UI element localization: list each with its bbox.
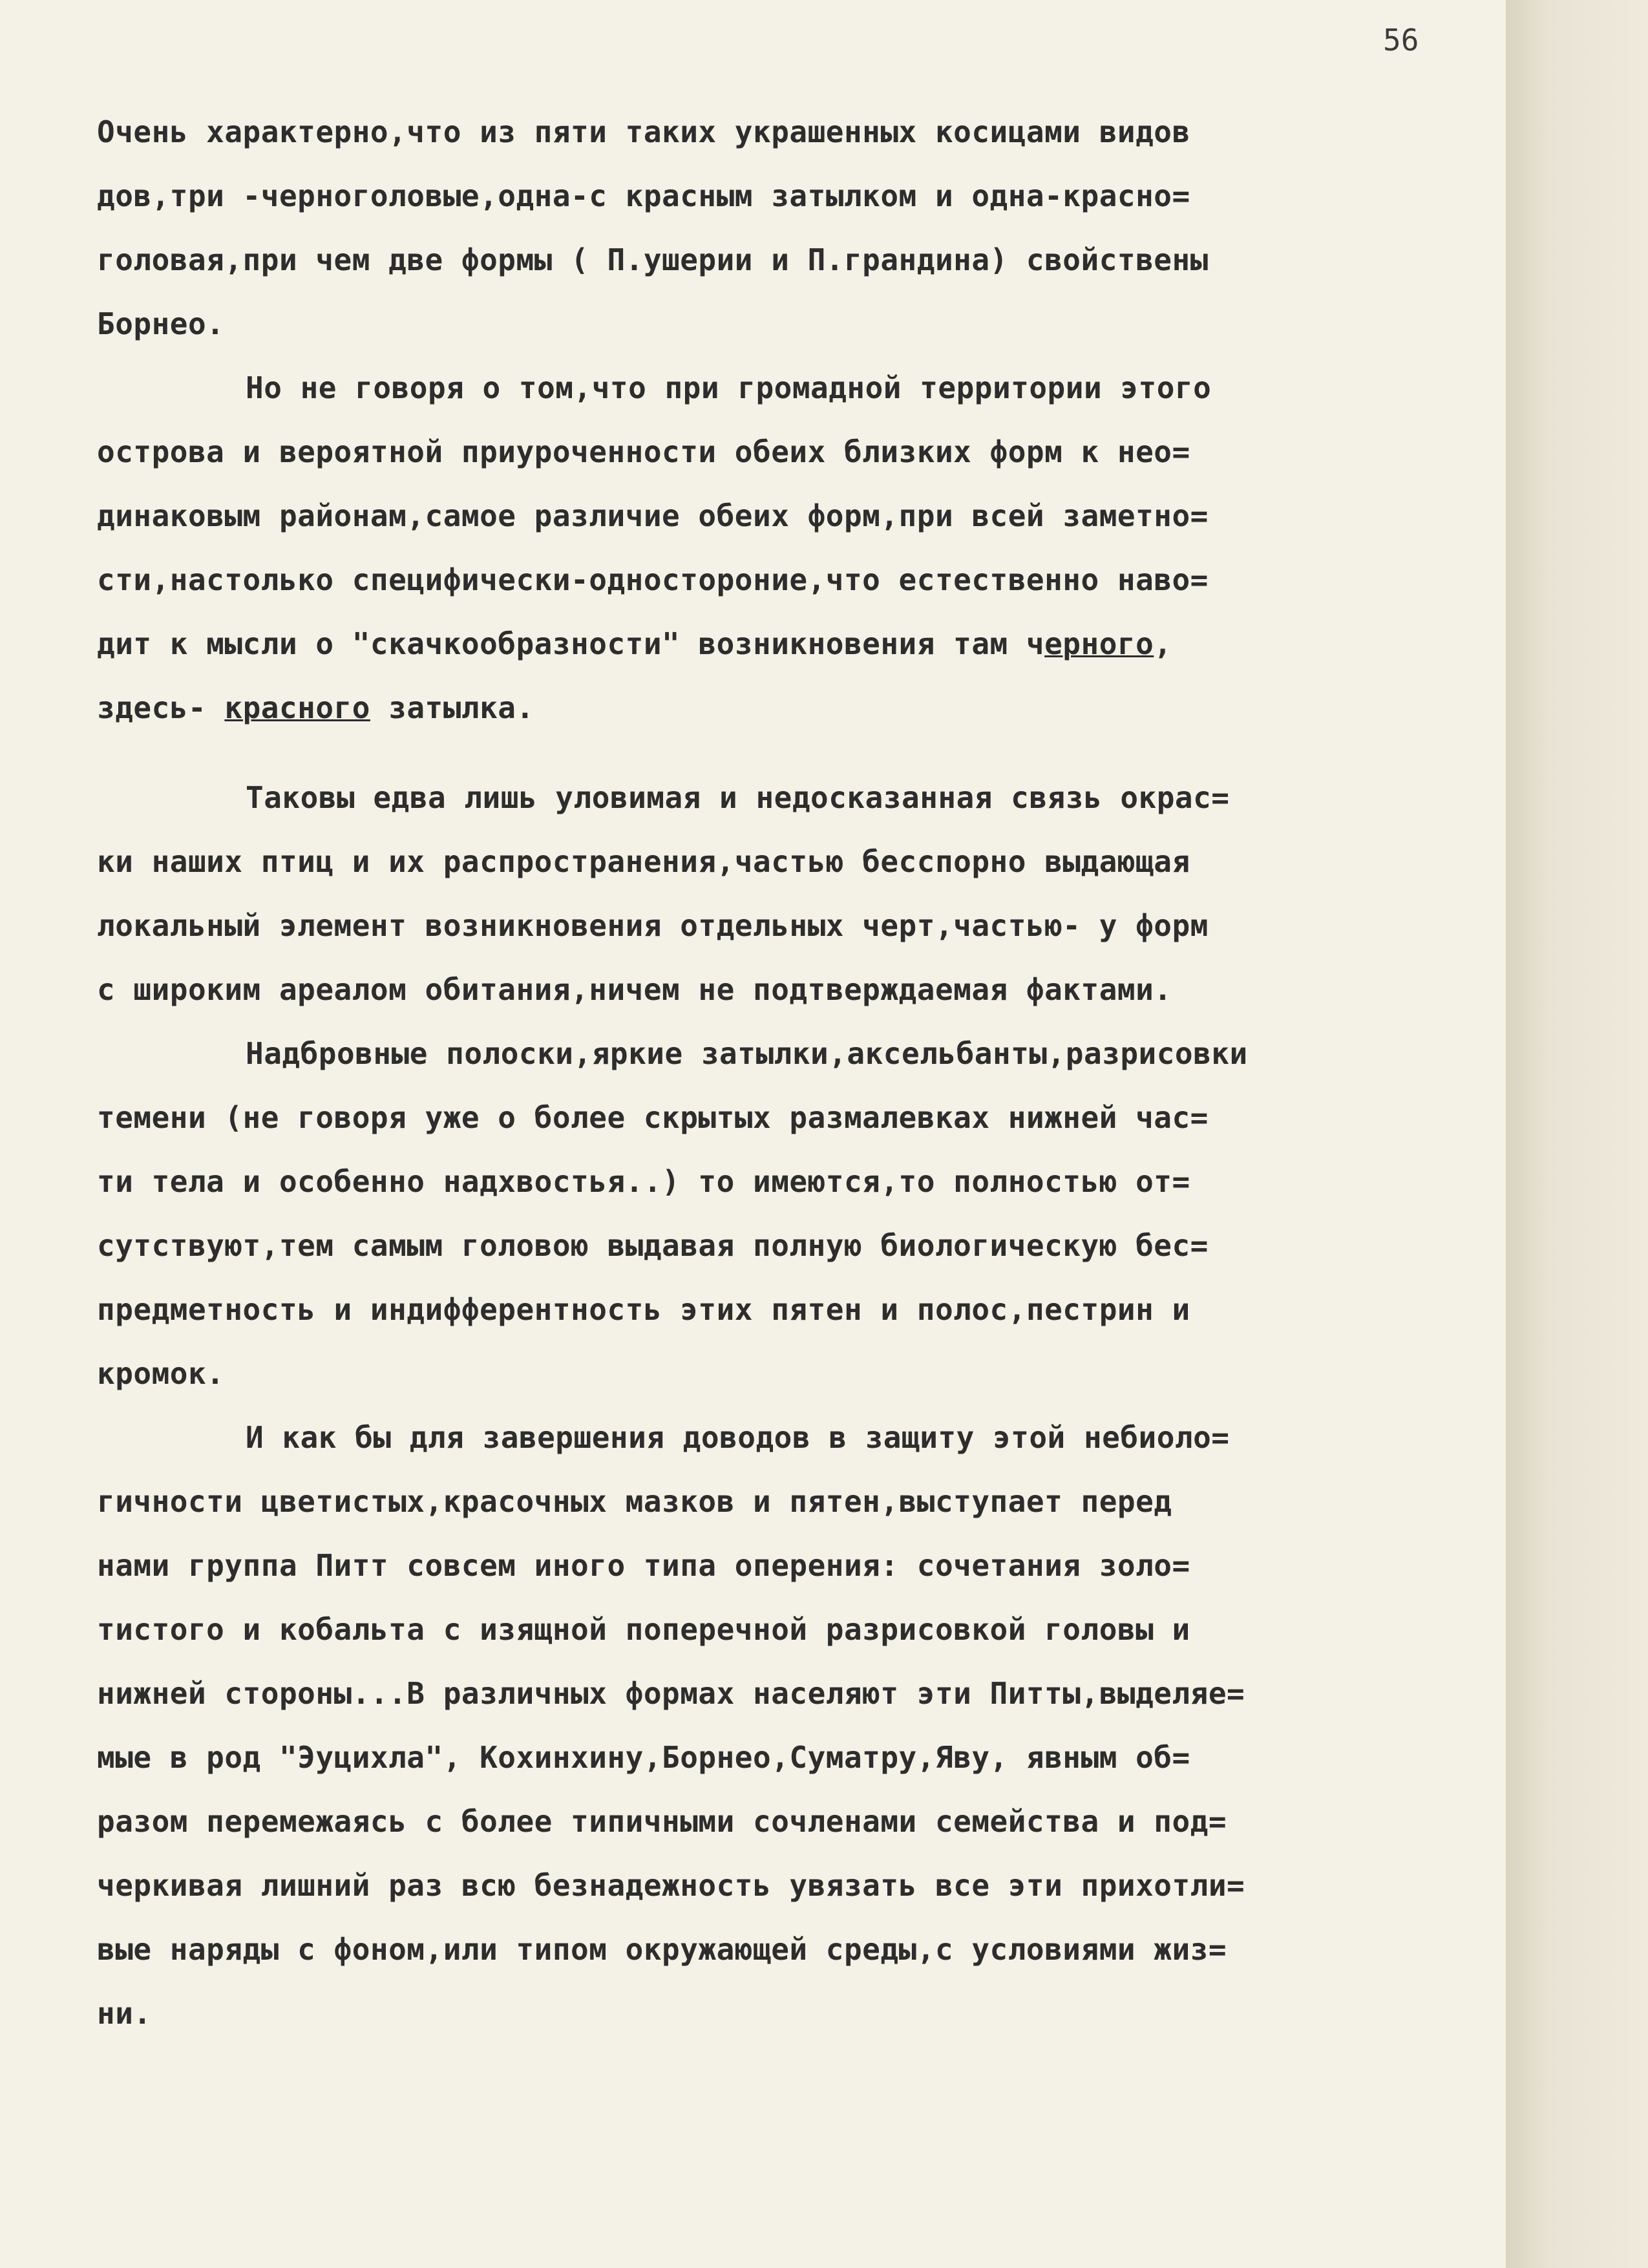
text-line: гичности цветистых,красочных мазков и пятен,выступает перед (97, 1484, 1172, 1519)
text-line: вые наряды с фоном,или типом окружающей среды,с условиями жиз= (97, 1932, 1227, 1967)
page-edge-background (1506, 0, 1648, 2268)
text-segment: дит к мысли о "скачкообразности" возникновения там ч (97, 626, 1045, 661)
text-line: сти,настолько специфически-одностороние,что естественно наво= (97, 562, 1209, 597)
text-line (97, 676, 1441, 740)
text-line: Очень характерно,что из пяти таких украшенных косицами видов (97, 114, 1190, 149)
text-line: черкивая лишний раз всю безнадежность увязать все эти прихотли= (97, 1868, 1245, 1903)
text-line: предметность и индифферентность этих пятен и полос,пестрин и (97, 1292, 1190, 1327)
text-line: нами группа Питт совсем иного типа оперения: сочетания золо= (97, 1548, 1190, 1583)
text-line: динаковым районам,самое различие обеих форм,при всей заметно= (97, 498, 1209, 533)
page-number: 56 (1383, 23, 1419, 58)
text-line: тистого и кобальта с изящной поперечной разрисовкой головы и (97, 1612, 1190, 1647)
text-line: дов,три -черноголовые,одна-с красным затылком и одна-красно= (97, 178, 1190, 213)
text-line: ки наших птиц и их распространения,частью бесспорно выдающая (97, 844, 1190, 879)
text-line: темени (не говоря уже о более скрытых размалевках нижней час= (97, 1100, 1209, 1135)
text-line: И как бы для завершения доводов в защиту этой небиоло= (246, 1420, 1230, 1455)
text-line (97, 612, 1441, 676)
text-segment: здесь- (97, 690, 225, 725)
text-line: разом перемежаясь с более типичными сочленами семейства и под= (97, 1804, 1227, 1839)
text-line: с широким ареалом обитания,ничем не подтверждаемая фактами. (97, 972, 1172, 1007)
text-line: сутствуют,тем самым головою выдавая полную биологическую бес= (97, 1228, 1209, 1263)
text-line: острова и вероятной приуроченности обеих близких форм к нео= (97, 434, 1190, 469)
text-line: ни. (97, 1996, 152, 2031)
text-line: Надбровные полоски,яркие затылки,аксельбанты,разрисовки (246, 1036, 1248, 1071)
text-line: локальный элемент возникновения отдельных черт,частью- у форм (97, 908, 1209, 943)
paragraph-gap (97, 740, 1441, 766)
typewritten-text (97, 100, 1441, 2046)
text-line: Борнео. (97, 306, 225, 341)
text-segment: , (1154, 626, 1172, 661)
text-line: мые в род "Эуцихла", Кохинхину,Борнео,Суматру,Яву, явным об= (97, 1740, 1190, 1775)
text-line: Таковы едва лишь уловимая и недосказанная связь окрас= (246, 780, 1230, 815)
text-line: нижней стороны...В различных формах населяют эти Питты,выделяе= (97, 1676, 1245, 1711)
text-line: Но не говоря о том,что при громадной территории этого (246, 370, 1212, 405)
text-line: ти тела и особенно надхвостья..) то имеются,то полностью от= (97, 1164, 1190, 1199)
underlined-word: красного (224, 690, 370, 725)
text-line: головая,при чем две формы ( П.ушерии и П.грандина) свойствены (97, 242, 1209, 277)
underlined-word: ерного (1044, 626, 1154, 661)
text-segment: затылка. (370, 690, 534, 725)
text-line: кромок. (97, 1356, 225, 1391)
